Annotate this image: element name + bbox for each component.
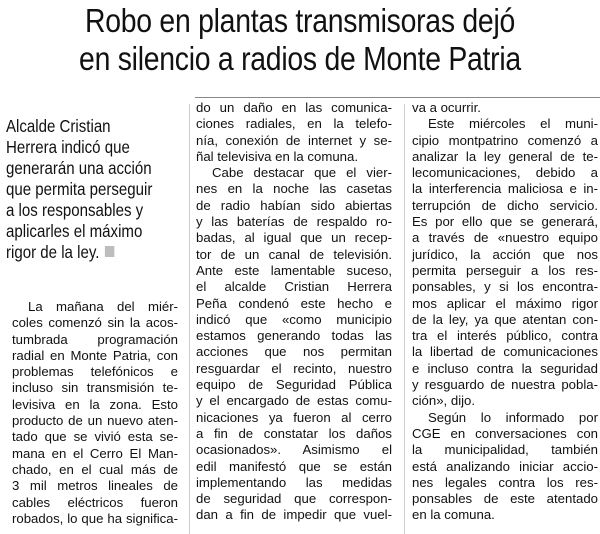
- article-text-line: ción», dijo.: [412, 393, 476, 409]
- article-text-line: y las baterías de respaldo ro-: [196, 214, 392, 230]
- article-text-line: chado, en el cual más de: [12, 461, 178, 477]
- headline-rule: [195, 97, 600, 98]
- deck-line: aplicarles el máximo: [6, 221, 143, 241]
- article-text-line: coles comenzó sin la acos-: [12, 315, 178, 331]
- article-text-line: a fin de constatar los daños: [196, 425, 392, 441]
- article-text-line: está analizando iniciar accio-: [412, 458, 598, 474]
- article-text-line: Según lo informado por: [428, 409, 598, 425]
- article-text-line: tado que se vivió esta se-: [12, 429, 178, 445]
- deck-line: Alcalde Cristian: [6, 116, 111, 136]
- article-text-line: badas, al igual que un recep-: [196, 230, 392, 246]
- headline-line-1: Robo en plantas transmisoras dejó: [84, 2, 516, 39]
- article-text-line: ñal televisiva en la comuna.: [196, 148, 359, 164]
- article-text-line: equipo de Seguridad Pública: [196, 377, 392, 393]
- deck-line: generarán una acción: [6, 158, 152, 178]
- article-text-line: tra el interés público, contra: [412, 328, 598, 344]
- article-text-line: ponsables, y si los encontra-: [412, 279, 598, 295]
- deck-line: Herrera indicó que: [6, 137, 130, 157]
- article-text-line: permita perseguir a los res-: [412, 262, 598, 278]
- article-text-line: Este miércoles el muni-: [428, 116, 598, 132]
- article-text-line: de la ley, ya que atentan con-: [412, 311, 598, 327]
- article-text-line: mana en el Cerro El Man-: [12, 445, 178, 461]
- article-text-line: cables eléctricos fueron: [12, 494, 178, 510]
- article-text-line: do un daño en las comunica-: [196, 100, 392, 115]
- article-text-line: nicaciones ya fueron al cerro: [196, 409, 392, 425]
- article-text-line: mos aplicar el máximo rigor: [412, 295, 598, 311]
- article-text-line: estamos generando todas las: [196, 328, 392, 344]
- article-text-line: a través de «nuestro equipo: [412, 230, 598, 246]
- article-text-line: problemas telefónicos e: [12, 364, 178, 380]
- article-text-line: edil manifestó que se están: [196, 458, 392, 474]
- article-text-line: lecomunicaciones, debido a: [412, 165, 598, 181]
- article-text-line: radial en Monte Patria, con: [12, 347, 178, 363]
- article-text-line: resguardar el recinto, nuestro: [196, 360, 392, 376]
- article-text-line: va a ocurrir.: [412, 100, 481, 115]
- article-text-line: analizar la ley general de te-: [412, 148, 598, 164]
- article-text-line: implementando las medidas: [196, 474, 392, 490]
- deck-line: que permita perseguir: [6, 179, 153, 199]
- deck-line: a los responsables y: [6, 200, 144, 220]
- deck-line-last: [6, 242, 171, 263]
- article-text-line: ocasionados». Asimismo el: [196, 442, 392, 458]
- article-text-line: ciones radiales, en la telefo-: [196, 116, 392, 132]
- article-text-line: la libertad de comunicaciones: [412, 344, 598, 360]
- article-text-line: levisiva en la zona. Esto: [12, 396, 178, 412]
- article-text-line: indicó que «como municipio: [196, 311, 392, 327]
- deck-last-text: rigor de la ley.: [6, 242, 100, 262]
- article-column-2: [196, 100, 392, 524]
- headline: [42, 2, 558, 78]
- article-text-line: Ante este lamentable suceso,: [196, 262, 392, 278]
- article-column-3: [412, 100, 598, 524]
- article-text-line: incluso sin transmisión te-: [12, 380, 178, 396]
- article-text-line: robados, lo que ha significa-: [12, 510, 178, 526]
- article-text-line: en la comuna.: [412, 507, 495, 523]
- article-text-line: ponsables de este atentado: [412, 491, 598, 507]
- column-divider: [404, 104, 405, 534]
- article-text-line: producto de un nuevo aten-: [12, 413, 178, 429]
- article-text-line: La mañana del miér-: [28, 299, 178, 314]
- article-text-line: dan a fin de impedir que vuel-: [196, 507, 392, 523]
- end-mark-square: [105, 246, 114, 257]
- article-text-line: 3 mil metros lineales de: [12, 478, 178, 494]
- article-text-line: Peña condenó este hecho e: [196, 295, 392, 311]
- article-text-line: tor de un canal de televisión.: [196, 246, 392, 262]
- article-text-line: Es por ello que se generará,: [412, 214, 598, 230]
- article-text-line: nes legales contra los res-: [412, 474, 598, 490]
- article-text-line: CGE en conversaciones con: [412, 425, 598, 441]
- article-text-line: la interferencia maliciosa e in-: [412, 181, 598, 197]
- article-text-line: acciones que nos permitan: [196, 344, 392, 360]
- article-text-line: nía, conexión de internet y se-: [196, 132, 392, 148]
- article-text-line: y el encargado de estas comu-: [196, 393, 392, 409]
- article-column-1: [12, 299, 178, 527]
- article-text-line: de seguridad que correspon-: [196, 491, 392, 507]
- article-text-line: nes en la noche las casetas: [196, 181, 392, 197]
- article-text-line: cipio montpatrino comenzó a: [412, 132, 598, 148]
- article-text-line: y resguardo de nuestra pobla-: [412, 377, 598, 393]
- article-text-line: terrupción de dicho servicio.: [412, 197, 598, 213]
- article-text-line: e incluso contra la seguridad: [412, 360, 598, 376]
- deck: [6, 116, 171, 263]
- article-text-line: de radio habían sido abiertas: [196, 197, 392, 213]
- article-text-line: tumbrada programación: [12, 331, 178, 347]
- article-text-line: el alcalde Cristian Herrera: [196, 279, 392, 295]
- article-text-line: la municipalidad, también: [412, 442, 598, 458]
- article-text-line: Cabe destacar que el vier-: [212, 165, 392, 181]
- column-divider: [189, 104, 190, 534]
- article-text-line: jurídico, la acción que nos: [412, 246, 598, 262]
- headline-line-2: en silencio a radios de Monte Patria: [79, 40, 521, 77]
